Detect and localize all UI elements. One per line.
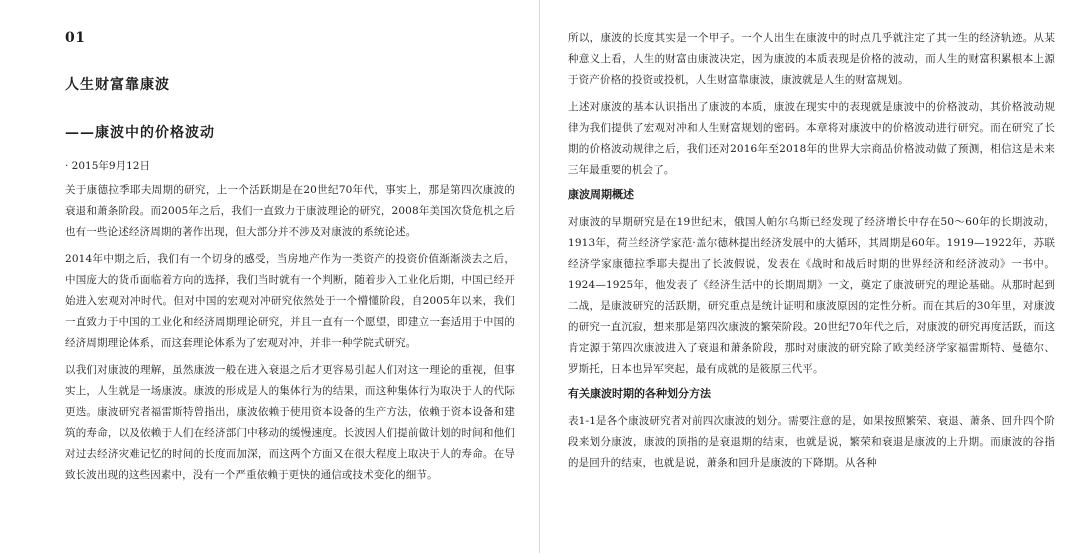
section-heading: 康波周期概述 <box>568 188 634 201</box>
chapter-subtitle: ——康波中的价格波动 <box>65 125 215 141</box>
publication-date: · 2015年9月12日 <box>65 160 150 172</box>
body-paragraph: 所以，康波的长度其实是一个甲子。一个人出生在康波中的时点几乎就注定了其一生的经济轨迹。从某种意义上看，人生的财富由康波决定，因为康波的本质表现是价格的波动，而人生的财富积累根本上源于资产价格的投资或投机，人生财富靠康波，康波就是人生的财富规划。 <box>568 32 1055 86</box>
right-page <box>540 0 1080 553</box>
body-paragraph: 对康波的早期研究是在19世纪末，俄国人帕尔乌斯已经发现了经济增长中存在50～60年的长期波动，1913年，荷兰经济学家范·盖尔德林提出经济发展中的大循环，其周期是60年。1919—1922年，苏联经济学家康德拉季耶夫提出了长波假说，发表在《战时和战后时期的世界经济和经济波动》一书中。1924—1925年，他发表了《经济生活中的长期周期》一文，奠定了康波研究的理论基础。从那时起到二战，是康波研究的活跃期，研究重点是统计证明和康波原因的定性分析。而在其后的30年里，对康波的研究一直沉寂，想来那是第四次康波的繁荣阶段。20世纪70年代之后，对康波的研究再度活跃，而这肯定源于第四次康波进入了衰退和萧条阶段，那时对康波的研究除了欧美经济学家福雷斯特、曼德尔、罗斯托，日本也异军突起，最有成就的是筱原三代平。 <box>568 216 1055 375</box>
body-paragraph: 表1-1是各个康波研究者对前四次康波的划分。需要注意的是，如果按照繁荣、衰退、萧条、回升四个阶段来划分康波，康波的顶指的是衰退期的结束，也就是说，繁荣和衰退是康波的上升期。而康波的谷指的是回升的结束，也就是说，萧条和回升是康波的下降期。从各种 <box>568 415 1055 469</box>
body-paragraph: 上述对康波的基本认识指出了康波的本质，康波在现实中的表现就是康波中的价格波动，其价格波动规律为我们提供了宏观对冲和人生财富规划的密码。本章将对康波中的价格波动进行研究。而在研究了长期的价格波动规律之后，我们还对2016年至2018年的世界大宗商品价格波动做了预测，相信这是未来三年最重要的机会了。 <box>568 101 1055 176</box>
page-gutter-divider <box>539 0 540 553</box>
body-paragraph: 以我们对康波的理解，虽然康波一般在进入衰退之后才更容易引起人们对这一理论的重视，但事实上，人生就是一场康波。康波的形成是人的集体行为的结果，而这种集体行为取决于人的代际更迭。康波研究者福雷斯特曾指出，康波依赖于使用资本设备的生产方法，依赖于资本设备和建筑的寿命，以及依赖于人们在经济部门中移动的缓慢速度。长波因人们提前做计划的时间和他们对过去经济灾难记忆的时间的长度而加深，而这两个方面又在很大程度上取决于人的寿命。在导致长波出现的这些因素中，没有一个严重依赖于更快的通信或技术变化的细节。 <box>65 364 515 481</box>
body-paragraph: 2014年中期之后，我们有一个切身的感受，当房地产作为一类资产的投资价值渐渐淡去之后，中国庞大的货币面临着方向的选择，我们当时就有一个判断，随着步入工业化后期，中国已经开始进入宏观对冲时代。但对中国的宏观对冲研究依然处于一个懵懂阶段，自2005年以来，我们一直致力于中国的工业化和经济周期理论研究，并且一直有一个愿望，即建立一套适用于中国的经济周期理论体系，而这套理论体系为了宏观对冲，并非一种学院式研究。 <box>65 253 515 349</box>
body-paragraph: 关于康德拉季耶夫周期的研究，上一个活跃期是在20世纪70年代，事实上，那是第四次康波的衰退和萧条阶段。而2005年之后，我们一直致力于康波理论的研究，2008年美国次贷危机之后也有一些论述经济周期的著作出现，但大部分并不涉及对康波的系统论述。 <box>65 184 515 238</box>
chapter-number: 01 <box>65 30 86 46</box>
section-heading: 有关康波时期的各种划分方法 <box>568 387 711 400</box>
chapter-title: 人生财富靠康波 <box>65 77 170 93</box>
